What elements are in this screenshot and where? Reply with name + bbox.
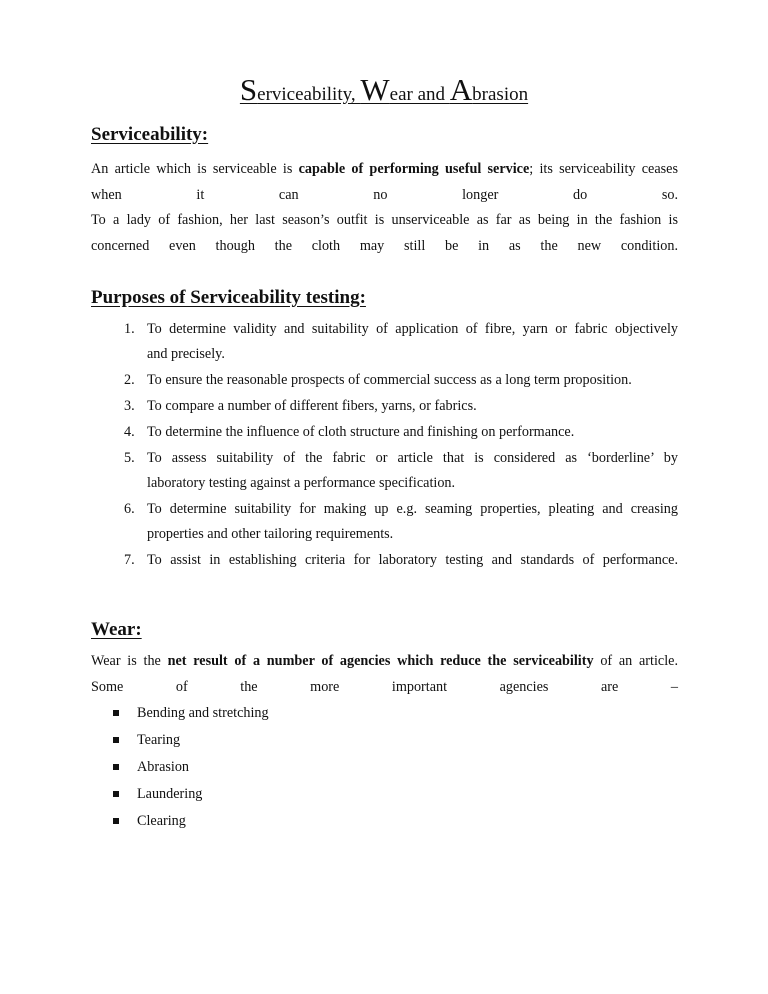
list-item-text: properties and other tailoring requirements. xyxy=(147,526,394,542)
list-number: 5. xyxy=(124,450,135,466)
square-bullet-icon xyxy=(113,764,119,770)
list-number: 4. xyxy=(124,424,135,440)
list-item-text: To assist in establishing criteria for laboratory testing and standards of performance. xyxy=(147,552,678,568)
list-item-text: To compare a number of different fibers, yarns, or fabrics. xyxy=(147,398,477,414)
list-number: 7. xyxy=(124,552,135,568)
fashion-example-line2: concerned even though the cloth may still be in as the new condition. xyxy=(91,238,678,254)
list-number: 3. xyxy=(124,398,135,414)
title-initial-w: W xyxy=(360,72,390,107)
title-word-wear-and: ear and xyxy=(389,84,450,105)
wear-definition-line1: Wear is the net result of a number of agencies which reduce the serviceability of an article. xyxy=(91,653,678,669)
serviceability-definition-line2: when it can no longer do so. xyxy=(91,187,678,203)
title-initial-a: A xyxy=(449,72,473,107)
document-page: Serviceability, Wear and Abrasion Serviceability: An article which is serviceable is capable of performing useful service; its serviceability ceases when it can no longer do so. To a lady of fashion, her last season’s outfit is unserviceable as far as being in the fashion is concerned even though the cloth may still be in as the new condition. Purposes of Serviceability testing: 1. To determine validity and suitability of application of fibre, yarn or fabric objectively and precisely. 2. To ensure the reasonable prospects of commercial success as a long term proposition. 3. To compare a number of different fibers, yarns, or fabrics. 4. To determine the influence of cloth structure and finishing on performance. 5. To assess suitability of the fabric or article that is considered as ‘borderline’ by laboratory testing against a performance specification. 6. To determine suitability for making up e.g. seaming properties, pleating and creasing properties and other tailoring requirements. 7. To assist in establishing criteria for laboratory testing and standards of performance. Wear: Wear is the net result of a number of agencies which reduce the serviceability of an article. Some of the more important agencies are – Bending and stretching Tearing Abrasion Laundering Clearing xyxy=(0,0,768,994)
wear-heading: Wear: xyxy=(91,619,142,640)
list-item-text: To determine validity and suitability of application of fibre, yarn or fabric objectively xyxy=(147,321,678,337)
title-word-abrasion: brasion xyxy=(472,84,529,105)
square-bullet-icon xyxy=(113,791,119,797)
list-item-text: laboratory testing against a performance specification. xyxy=(147,475,456,491)
list-item-text: To determine suitability for making up e.g. seaming properties, pleating and creasing xyxy=(147,501,678,517)
list-number: 6. xyxy=(124,501,135,517)
list-item-text: To ensure the reasonable prospects of commercial success as a long term proposition. xyxy=(147,372,632,388)
square-bullet-icon xyxy=(113,710,119,716)
purposes-heading: Purposes of Serviceability testing: xyxy=(91,287,366,308)
list-item-text: To assess suitability of the fabric or article that is considered as ‘borderline’ by xyxy=(147,450,678,466)
serviceability-definition-bold: capable of performing useful service xyxy=(298,161,530,177)
title-word-serviceability: erviceability, xyxy=(257,84,361,105)
list-number: 2. xyxy=(124,372,135,388)
square-bullet-icon xyxy=(113,818,119,824)
wear-definition-bold: net result of a number of agencies which reduce the serviceability xyxy=(167,653,594,669)
square-bullet-icon xyxy=(113,737,119,743)
page-title xyxy=(0,72,768,108)
fashion-example-line1: To a lady of fashion, her last season’s outfit is unserviceable as far as being in the fashion is xyxy=(91,212,678,228)
serviceability-definition-line1: An article which is serviceable is capable of performing useful service; its serviceability ceases xyxy=(91,161,678,177)
list-item-text: To determine the influence of cloth structure and finishing on performance. xyxy=(147,424,575,440)
list-number: 1. xyxy=(124,321,135,337)
title-initial-s: S xyxy=(239,72,258,107)
list-item-text: and precisely. xyxy=(147,346,225,362)
serviceability-heading: Serviceability: xyxy=(91,124,209,145)
wear-definition-line2: Some of the more important agencies are – xyxy=(91,679,678,695)
